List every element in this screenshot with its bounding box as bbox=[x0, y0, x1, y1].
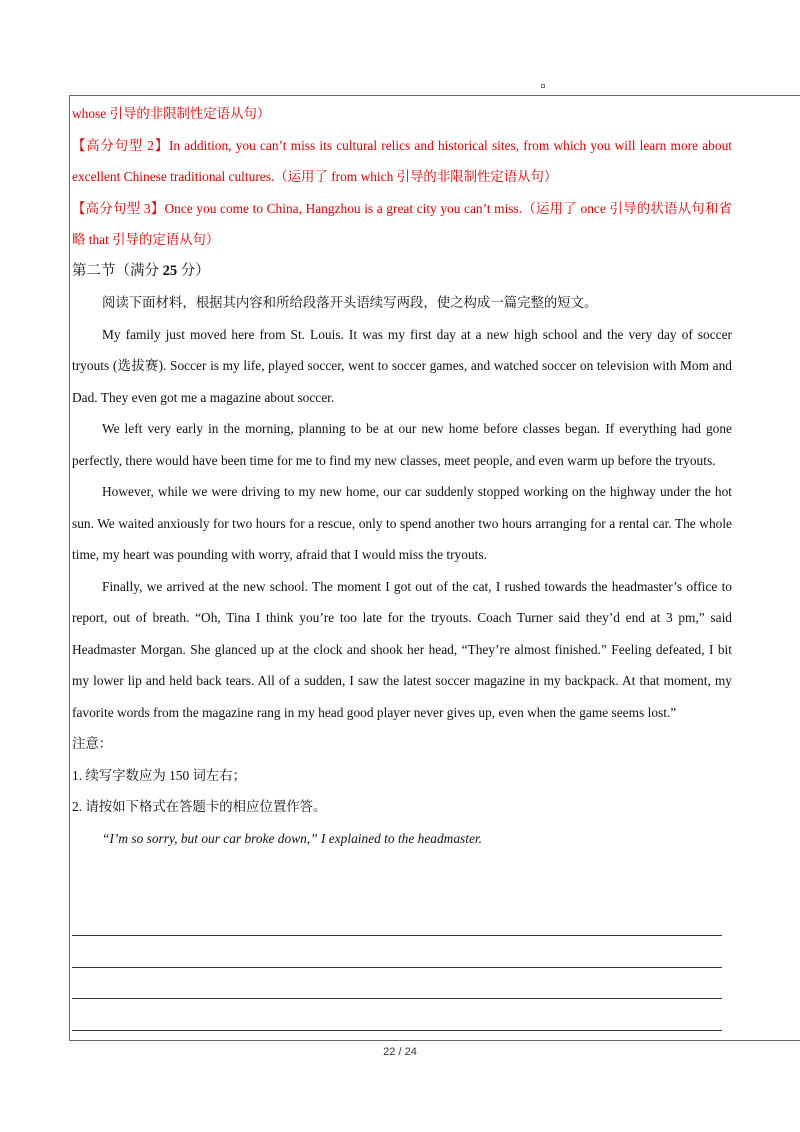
answer-lines bbox=[72, 935, 722, 1061]
answer-line[interactable] bbox=[72, 998, 722, 1030]
notes-title: 注意： bbox=[72, 736, 113, 751]
continuation-starter: “I’m so sorry, but our car broke down,” I explained to the headmaster. bbox=[102, 830, 482, 846]
story-paragraph-1: My family just moved here from St. Louis. It was my first day at a new high school and the very day of soccer tryouts (选拔赛). Soccer is my life, played soccer, went to soccer games, and watched soccer on television with Mom and Dad. They even got me a magazine about soccer. bbox=[72, 326, 732, 405]
high-score-sentence-3: 【高分句型 3】Once you come to China, Hangzhou is a great city you can’t miss.（运用了 once 引导的状语从句和省略 that 引导的定语从句） bbox=[72, 200, 732, 247]
story-paragraph-4: Finally, we arrived at the new school. The moment I got out of the cat, I rushed towards the headmaster’s office to report, out of breath. “Oh, Tina I think you’re too late for the tryouts. Coach Turner said they’d end at 3 pm,” said Headmaster Morgan. She glanced up at the clock and shook her head, “They’re almost finished.” Feeling defeated, I bit my lower lip and held back tears. All of a sudden, I saw the latest soccer magazine in my backpack. At that moment, my favorite words from the magazine rang in my head good player never gives up, even when the game seems lost.” bbox=[72, 578, 732, 720]
section-heading bbox=[72, 256, 732, 288]
story-paragraph-3: However, while we were driving to my new home, our car suddenly stopped working on the highway under the hot sun. We waited anxiously for two hours for a rescue, only to spend another two hours arranging for a rental car. The whole time, my heart was pounding with worry, afraid that I would miss the tryouts. bbox=[72, 484, 732, 562]
red-note-line1: whose 引导的非限制性定语从句） bbox=[72, 106, 271, 121]
high-score-sentence-2: 【高分句型 2】In addition, you can’t miss its cultural relics and historical sites, from which you will learn more about excellent Chinese traditional cultures.（运用了 from which 引导的非限制性定语从句） bbox=[72, 137, 732, 184]
section-heading-post: 分） bbox=[177, 262, 210, 279]
answer-line[interactable] bbox=[72, 935, 722, 967]
answer-line[interactable] bbox=[72, 967, 722, 999]
page-number: 22 / 24 bbox=[383, 1046, 417, 1058]
notes-item-2: 2. 请按如下格式在答题卡的相应位置作答。 bbox=[72, 799, 327, 814]
section-heading-pre: 第二节（满分 bbox=[72, 262, 163, 279]
section-instruction: 阅读下面材料，根据其内容和所给段落开头语续写两段，使之构成一篇完整的短文。 bbox=[102, 295, 598, 310]
notes-item-1: 1. 续写字数应为 150 词左右； bbox=[72, 767, 247, 783]
section-score: 25 bbox=[162, 262, 178, 279]
page-marker bbox=[541, 84, 545, 88]
story-paragraph-2: We left very early in the morning, planning to be at our new home before classes began. If everything had gone perfectly, there would have been time for me to find my new classes, meet people, and even warm up before the tryouts. bbox=[72, 421, 732, 468]
page-content bbox=[72, 98, 732, 854]
